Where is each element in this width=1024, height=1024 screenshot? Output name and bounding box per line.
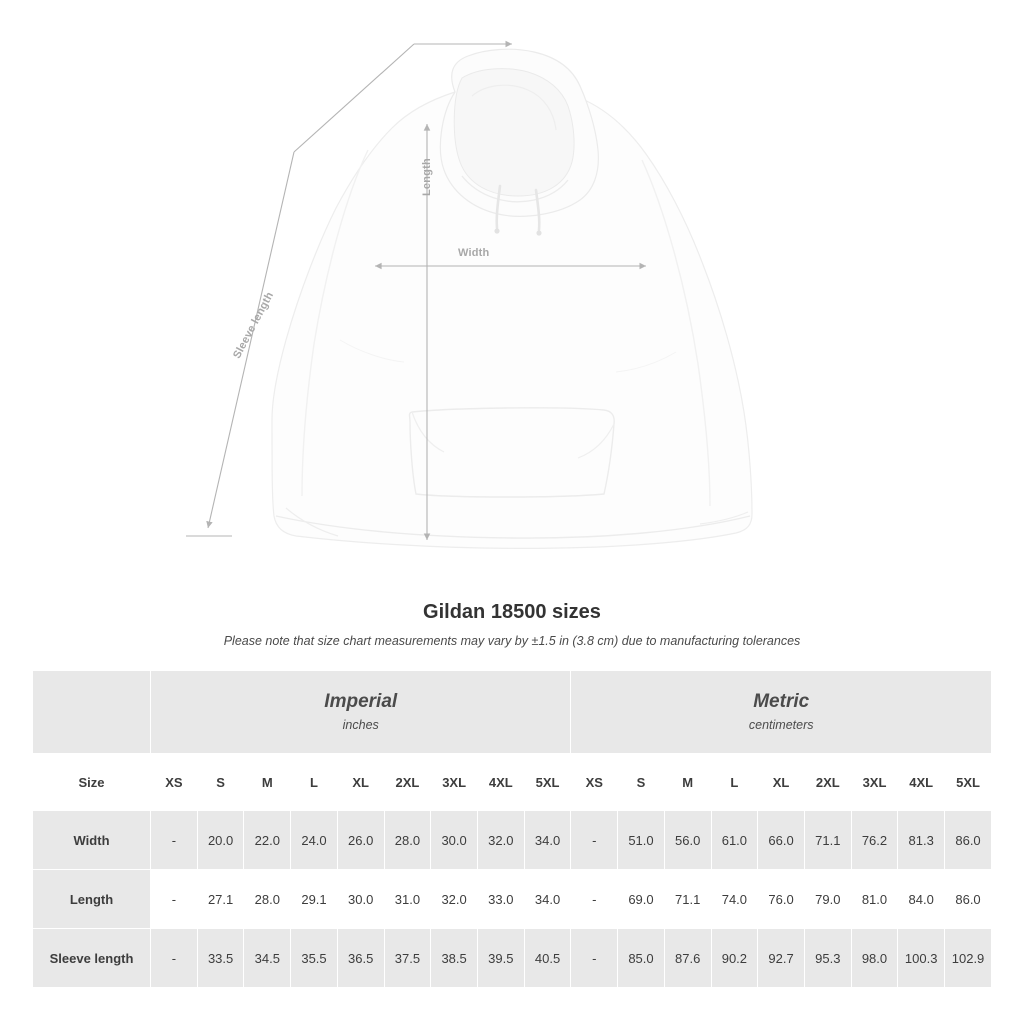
row-label-width: Width [33, 811, 151, 870]
cell-sleeve-imperial-5xl: 40.5 [524, 929, 571, 988]
page-title: Gildan 18500 sizes [423, 601, 601, 623]
cell-sleeve-imperial-m: 34.5 [244, 929, 291, 988]
cell-width-imperial-xl: 26.0 [337, 811, 384, 870]
cell-width-imperial-4xl: 32.0 [477, 811, 524, 870]
cell-length-metric-2xl: 79.0 [804, 870, 851, 929]
cell-length-metric-xl: 76.0 [758, 870, 805, 929]
cell-sleeve-metric-s: 85.0 [618, 929, 665, 988]
cell-width-imperial-3xl: 30.0 [431, 811, 478, 870]
table-row [33, 811, 992, 870]
size-col-metric-3xl: 3XL [851, 754, 898, 811]
table-row [33, 870, 992, 929]
cell-length-metric-s: 69.0 [618, 870, 665, 929]
cell-sleeve-metric-3xl: 98.0 [851, 929, 898, 988]
size-col-metric-xl: XL [758, 754, 805, 811]
table-row [33, 929, 992, 988]
cell-sleeve-imperial-s: 33.5 [197, 929, 244, 988]
sleeve-length-label: Sleeve length [231, 290, 277, 361]
system-header-corner [33, 671, 151, 754]
cell-width-imperial-s: 20.0 [197, 811, 244, 870]
cell-width-metric-s: 51.0 [618, 811, 665, 870]
hoodie-shape [272, 49, 752, 548]
size-col-imperial-4xl: 4XL [477, 754, 524, 811]
cell-sleeve-metric-5xl: 102.9 [945, 929, 992, 988]
size-header-cell: Size [33, 754, 151, 811]
chart-title-block [0, 601, 1024, 648]
cell-length-imperial-l: 29.1 [291, 870, 338, 929]
system-header-metric [571, 671, 992, 754]
system-unit-imperial: inches [342, 718, 379, 733]
cell-width-metric-l: 61.0 [711, 811, 758, 870]
cell-length-metric-xs: - [571, 870, 618, 929]
cell-width-imperial-2xl: 28.0 [384, 811, 431, 870]
cell-length-metric-l: 74.0 [711, 870, 758, 929]
cell-width-metric-5xl: 86.0 [945, 811, 992, 870]
size-col-imperial-5xl: 5XL [524, 754, 571, 811]
cell-width-metric-3xl: 76.2 [851, 811, 898, 870]
row-label-sleeve-length: Sleeve length [33, 929, 151, 988]
size-col-imperial-xl: XL [337, 754, 384, 811]
cell-width-metric-xl: 66.0 [758, 811, 805, 870]
system-name-imperial: Imperial [324, 690, 398, 712]
length-label: Length [421, 158, 433, 196]
size-col-metric-l: L [711, 754, 758, 811]
cell-length-imperial-m: 28.0 [244, 870, 291, 929]
size-col-metric-2xl: 2XL [804, 754, 851, 811]
width-label: Width [458, 247, 490, 259]
cell-width-imperial-xs: - [151, 811, 198, 870]
tolerance-note: Please note that size chart measurements may vary by ±1.5 in (3.8 cm) due to manufacturing tolerances [223, 634, 801, 648]
cell-sleeve-metric-xl: 92.7 [758, 929, 805, 988]
cell-sleeve-metric-xs: - [571, 929, 618, 988]
system-unit-metric: centimeters [748, 718, 814, 733]
size-col-imperial-2xl: 2XL [384, 754, 431, 811]
cell-length-imperial-4xl: 33.0 [477, 870, 524, 929]
system-name-metric: Metric [753, 690, 810, 712]
cell-width-metric-4xl: 81.3 [898, 811, 945, 870]
cell-sleeve-metric-4xl: 100.3 [898, 929, 945, 988]
size-col-metric-xs: XS [571, 754, 618, 811]
cell-length-imperial-5xl: 34.0 [524, 870, 571, 929]
cell-width-metric-xs: - [571, 811, 618, 870]
table-row-systems [33, 671, 992, 754]
cell-sleeve-imperial-2xl: 37.5 [384, 929, 431, 988]
cell-width-imperial-m: 22.0 [244, 811, 291, 870]
row-label-length: Length [33, 870, 151, 929]
cell-width-imperial-l: 24.0 [291, 811, 338, 870]
cell-width-metric-2xl: 71.1 [804, 811, 851, 870]
cell-length-imperial-s: 27.1 [197, 870, 244, 929]
cell-length-imperial-xs: - [151, 870, 198, 929]
cell-length-metric-5xl: 86.0 [945, 870, 992, 929]
cell-sleeve-metric-l: 90.2 [711, 929, 758, 988]
size-col-imperial-xs: XS [151, 754, 198, 811]
cell-length-imperial-3xl: 32.0 [431, 870, 478, 929]
cell-sleeve-metric-2xl: 95.3 [804, 929, 851, 988]
cell-sleeve-imperial-xl: 36.5 [337, 929, 384, 988]
cell-width-metric-m: 56.0 [664, 811, 711, 870]
size-chart-table [32, 670, 992, 988]
cell-sleeve-imperial-xs: - [151, 929, 198, 988]
size-col-metric-5xl: 5XL [945, 754, 992, 811]
cell-width-imperial-5xl: 34.0 [524, 811, 571, 870]
cell-length-imperial-2xl: 31.0 [384, 870, 431, 929]
size-col-metric-4xl: 4XL [898, 754, 945, 811]
cell-length-metric-4xl: 84.0 [898, 870, 945, 929]
size-col-metric-s: S [618, 754, 665, 811]
size-col-metric-m: M [664, 754, 711, 811]
size-chart-table-wrap [32, 670, 992, 988]
size-col-imperial-l: L [291, 754, 338, 811]
cell-sleeve-imperial-3xl: 38.5 [431, 929, 478, 988]
size-col-imperial-s: S [197, 754, 244, 811]
cell-length-imperial-xl: 30.0 [337, 870, 384, 929]
cell-sleeve-imperial-4xl: 39.5 [477, 929, 524, 988]
cell-length-metric-m: 71.1 [664, 870, 711, 929]
size-col-imperial-m: M [244, 754, 291, 811]
cell-sleeve-metric-m: 87.6 [664, 929, 711, 988]
cell-sleeve-imperial-l: 35.5 [291, 929, 338, 988]
table-row-size-headers [33, 754, 992, 811]
cell-length-metric-3xl: 81.0 [851, 870, 898, 929]
size-col-imperial-3xl: 3XL [431, 754, 478, 811]
system-header-imperial [151, 671, 571, 754]
